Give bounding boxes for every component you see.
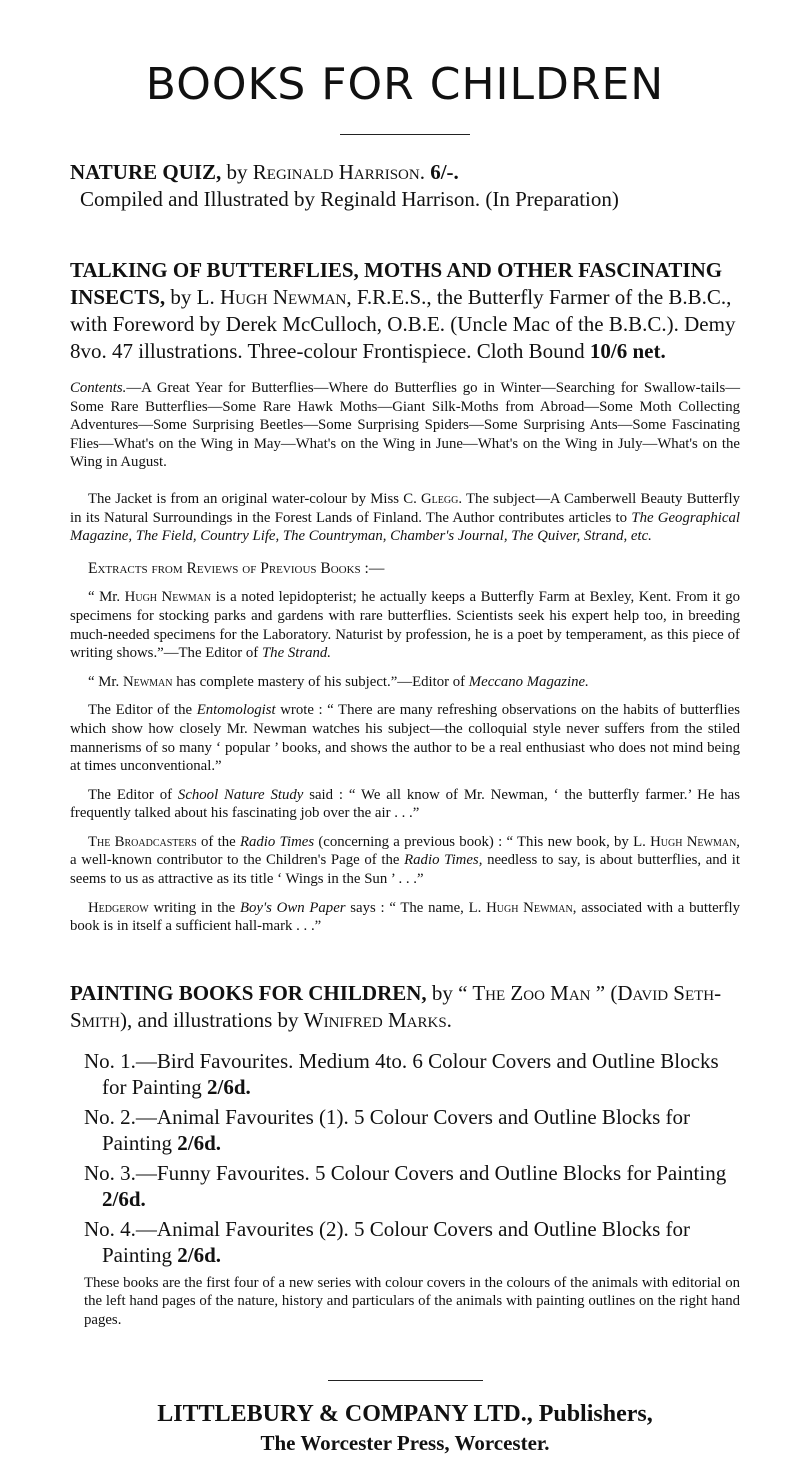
butterflies-desc: F.R.E.S., the Butterfly Farmer of the B.B.C., with Foreword by Derek McCulloch, O.B.E. (Uncle Mac of the B.B.C.). Demy 8vo. 47 illustrations. Three-colour Frontispiece. Cloth Bound bbox=[70, 285, 736, 363]
publisher-footer bbox=[70, 1380, 740, 1457]
review-4-source: School Nature Study bbox=[177, 786, 304, 803]
painting-illustrator: Winifred Marks. bbox=[303, 1007, 452, 1032]
list-item bbox=[84, 1216, 740, 1268]
butterflies-title: TALKING OF BUTTERFLIES, MOTHS AND OTHER FASCINATING INSECTS, bbox=[70, 258, 723, 309]
review-4-pre: The Editor of bbox=[88, 786, 173, 803]
butterflies-heading bbox=[70, 257, 740, 365]
review-1-source: The Strand. bbox=[261, 645, 331, 662]
nature-quiz-title: NATURE QUIZ, bbox=[70, 160, 222, 184]
review-5-name: The Broadcasters bbox=[88, 833, 197, 850]
review-5-author: Hugh Newman, bbox=[650, 833, 740, 850]
review-2-name: Newman bbox=[122, 673, 173, 690]
review-3 bbox=[70, 701, 740, 775]
review-5 bbox=[70, 833, 740, 889]
nature-quiz-price: 6/-. bbox=[430, 160, 459, 184]
review-5-text-1: (concerning a previous book) : “ This new book, by L. bbox=[318, 833, 646, 850]
item-label: No. 3.—Funny Favourites. 5 Colour Covers and Outline Blocks for Painting bbox=[84, 1160, 727, 1185]
nature-quiz-subtitle: Compiled and Illustrated by Reginald Harrison. (In Preparation) bbox=[80, 187, 619, 211]
publisher-address: The Worcester Press, Worcester. bbox=[260, 1430, 550, 1455]
butterflies-author: L. Hugh Newman, bbox=[196, 285, 352, 309]
review-4 bbox=[70, 786, 740, 823]
publisher-name: LITTLEBURY & COMPANY LTD., Publishers, bbox=[157, 1400, 653, 1427]
review-6 bbox=[70, 899, 740, 936]
review-2-source: Meccano Magazine. bbox=[468, 673, 589, 690]
review-1-name: Hugh Newman bbox=[124, 589, 212, 606]
list-item bbox=[84, 1104, 740, 1156]
divider-bottom bbox=[328, 1380, 483, 1381]
nature-quiz-title-line bbox=[70, 159, 740, 186]
review-3-text: wrote : “ There are many refreshing observations on the habits of butterflies which show how closely Mr. Newman watches his subject—the colloquial style never suffers from the stiled mannerisms of so many ‘ popular ’ books, and shows the author to be a real enthusiast who does not mind being at times unconventional.” bbox=[70, 702, 740, 775]
review-6-author: Hugh Newman, bbox=[486, 899, 577, 916]
nature-quiz-by: by bbox=[226, 160, 248, 184]
item-price: 2/6d. bbox=[177, 1242, 222, 1267]
jacket-text-1: The Jacket is from an original water-colour by Miss C. bbox=[88, 490, 417, 507]
list-item bbox=[84, 1160, 740, 1212]
butterflies-entry bbox=[70, 257, 740, 936]
item-label: No. 2.—Animal Favourites (1). 5 Colour Covers and Outline Blocks for Painting bbox=[84, 1104, 691, 1155]
item-label: No. 1.—Bird Favourites. Medium 4to. 6 Colour Covers and Outline Blocks for Painting bbox=[84, 1048, 719, 1099]
review-5-source-2: Radio Times, bbox=[404, 852, 483, 869]
item-label: No. 4.—Animal Favourites (2). 5 Colour Covers and Outline Blocks for Painting bbox=[84, 1216, 691, 1267]
review-6-text-1: writing in the bbox=[153, 899, 236, 916]
nature-quiz-author: Reginald Harrison. bbox=[252, 160, 425, 184]
review-6-text-2: says : “ The name, L. bbox=[350, 899, 482, 916]
painting-heading bbox=[70, 980, 740, 1034]
item-price: 2/6d. bbox=[207, 1074, 251, 1099]
painting-author: “ The Zoo Man ” (David Seth-Smith), bbox=[70, 980, 722, 1032]
review-6-source: Boy's Own Paper bbox=[240, 899, 346, 916]
painting-and: and illustrations by bbox=[137, 1007, 299, 1032]
review-5-text-2: a well-known contributor to the Children's Page of the bbox=[70, 852, 400, 869]
review-1-text: is a noted lepidopterist; he actually keeps a Butterfly Farm at Bexley, Kent. From it go specimens for stocking parks and gardens with rare butterflies. Scientists seek his expert help too, in breeding much-needed specimens for the Laboratory. Naturist by profession, he is a poet by temperament, as this piece of writing shows.”—The Editor of bbox=[70, 589, 741, 662]
item-price: 2/6d. bbox=[177, 1130, 222, 1155]
butterflies-by: by bbox=[170, 285, 192, 309]
series-note: These books are the first four of a new series with colour covers in the colours of the animals with editorial on the left hand pages of the nature, history and particulars of the animals with painting outlines on the right hand pages. bbox=[84, 1274, 740, 1329]
review-5-source: Radio Times bbox=[239, 833, 315, 850]
jacket-text-2: The subject—A Camberwell Beauty Butterfly in its Natural Surroundings in the Forest Lands of Finland. The Author contributes articles to bbox=[70, 490, 740, 526]
list-item bbox=[84, 1048, 740, 1100]
review-2-pre: “ Mr. bbox=[88, 673, 120, 690]
contents-label: Contents. bbox=[70, 380, 127, 396]
review-2 bbox=[70, 673, 740, 692]
painting-books-list bbox=[70, 1048, 740, 1268]
divider-top bbox=[340, 134, 470, 135]
jacket-paragraph bbox=[70, 490, 740, 546]
painting-books-entry bbox=[70, 980, 740, 1330]
review-2-text: has complete mastery of his subject.”—Editor of bbox=[176, 673, 466, 690]
butterflies-contents bbox=[70, 379, 740, 472]
review-3-pre: The Editor of the bbox=[88, 702, 193, 719]
painting-by: by bbox=[431, 980, 453, 1005]
review-5-text-3: needless to say, is about butterflies, and it seems to us as attractive as its title ‘ Wings in the Sun ’ . . .” bbox=[70, 852, 740, 888]
contents-text: —A Great Year for Butterflies—Where do Butterflies go in Winter—Searching for Swallow-tails—Some Rare Butterflies—Some Rare Hawk Moths—Giant Silk-Moths from Abroad—Some Moth Collecting Adventures—Some Surprising Beetles—Some Surprising Spiders—Some Surprising Ants—Some Fascinating Flies—What's on the Wing in May—What's on the Wing in June—What's on the Wing in July—What's on the Wing in August. bbox=[70, 380, 740, 471]
item-price: 2/6d. bbox=[102, 1186, 146, 1211]
page-title: BOOKS FOR CHILDREN bbox=[145, 59, 665, 110]
reviews-heading: Extracts from Reviews of Previous Books :— bbox=[88, 559, 385, 577]
review-1 bbox=[70, 588, 740, 662]
jacket-artist: Glegg. bbox=[421, 490, 463, 507]
nature-quiz-entry bbox=[70, 159, 740, 213]
review-1-pre: “ Mr. bbox=[88, 589, 121, 606]
review-6-text-3: associated with a butterfly book is in itself a sufficient hall-mark . . .” bbox=[70, 899, 741, 935]
painting-title: PAINTING BOOKS FOR CHILDREN, bbox=[70, 980, 427, 1005]
butterflies-price: 10/6 net. bbox=[589, 339, 666, 363]
review-5-of: of the bbox=[201, 833, 236, 850]
review-3-source: Entomologist bbox=[196, 702, 276, 719]
review-4-text: said : “ We all know of Mr. Newman, ‘ the butterfly farmer.’ He has frequently talked about his fascinating job over the air . . .” bbox=[70, 786, 741, 822]
review-6-name: Hedgerow bbox=[88, 899, 149, 916]
jacket-publications: The Geographical Magazine, The Field, Country Life, The Countryman, Chamber's Journal, The Quiver, Strand, etc. bbox=[70, 509, 740, 545]
